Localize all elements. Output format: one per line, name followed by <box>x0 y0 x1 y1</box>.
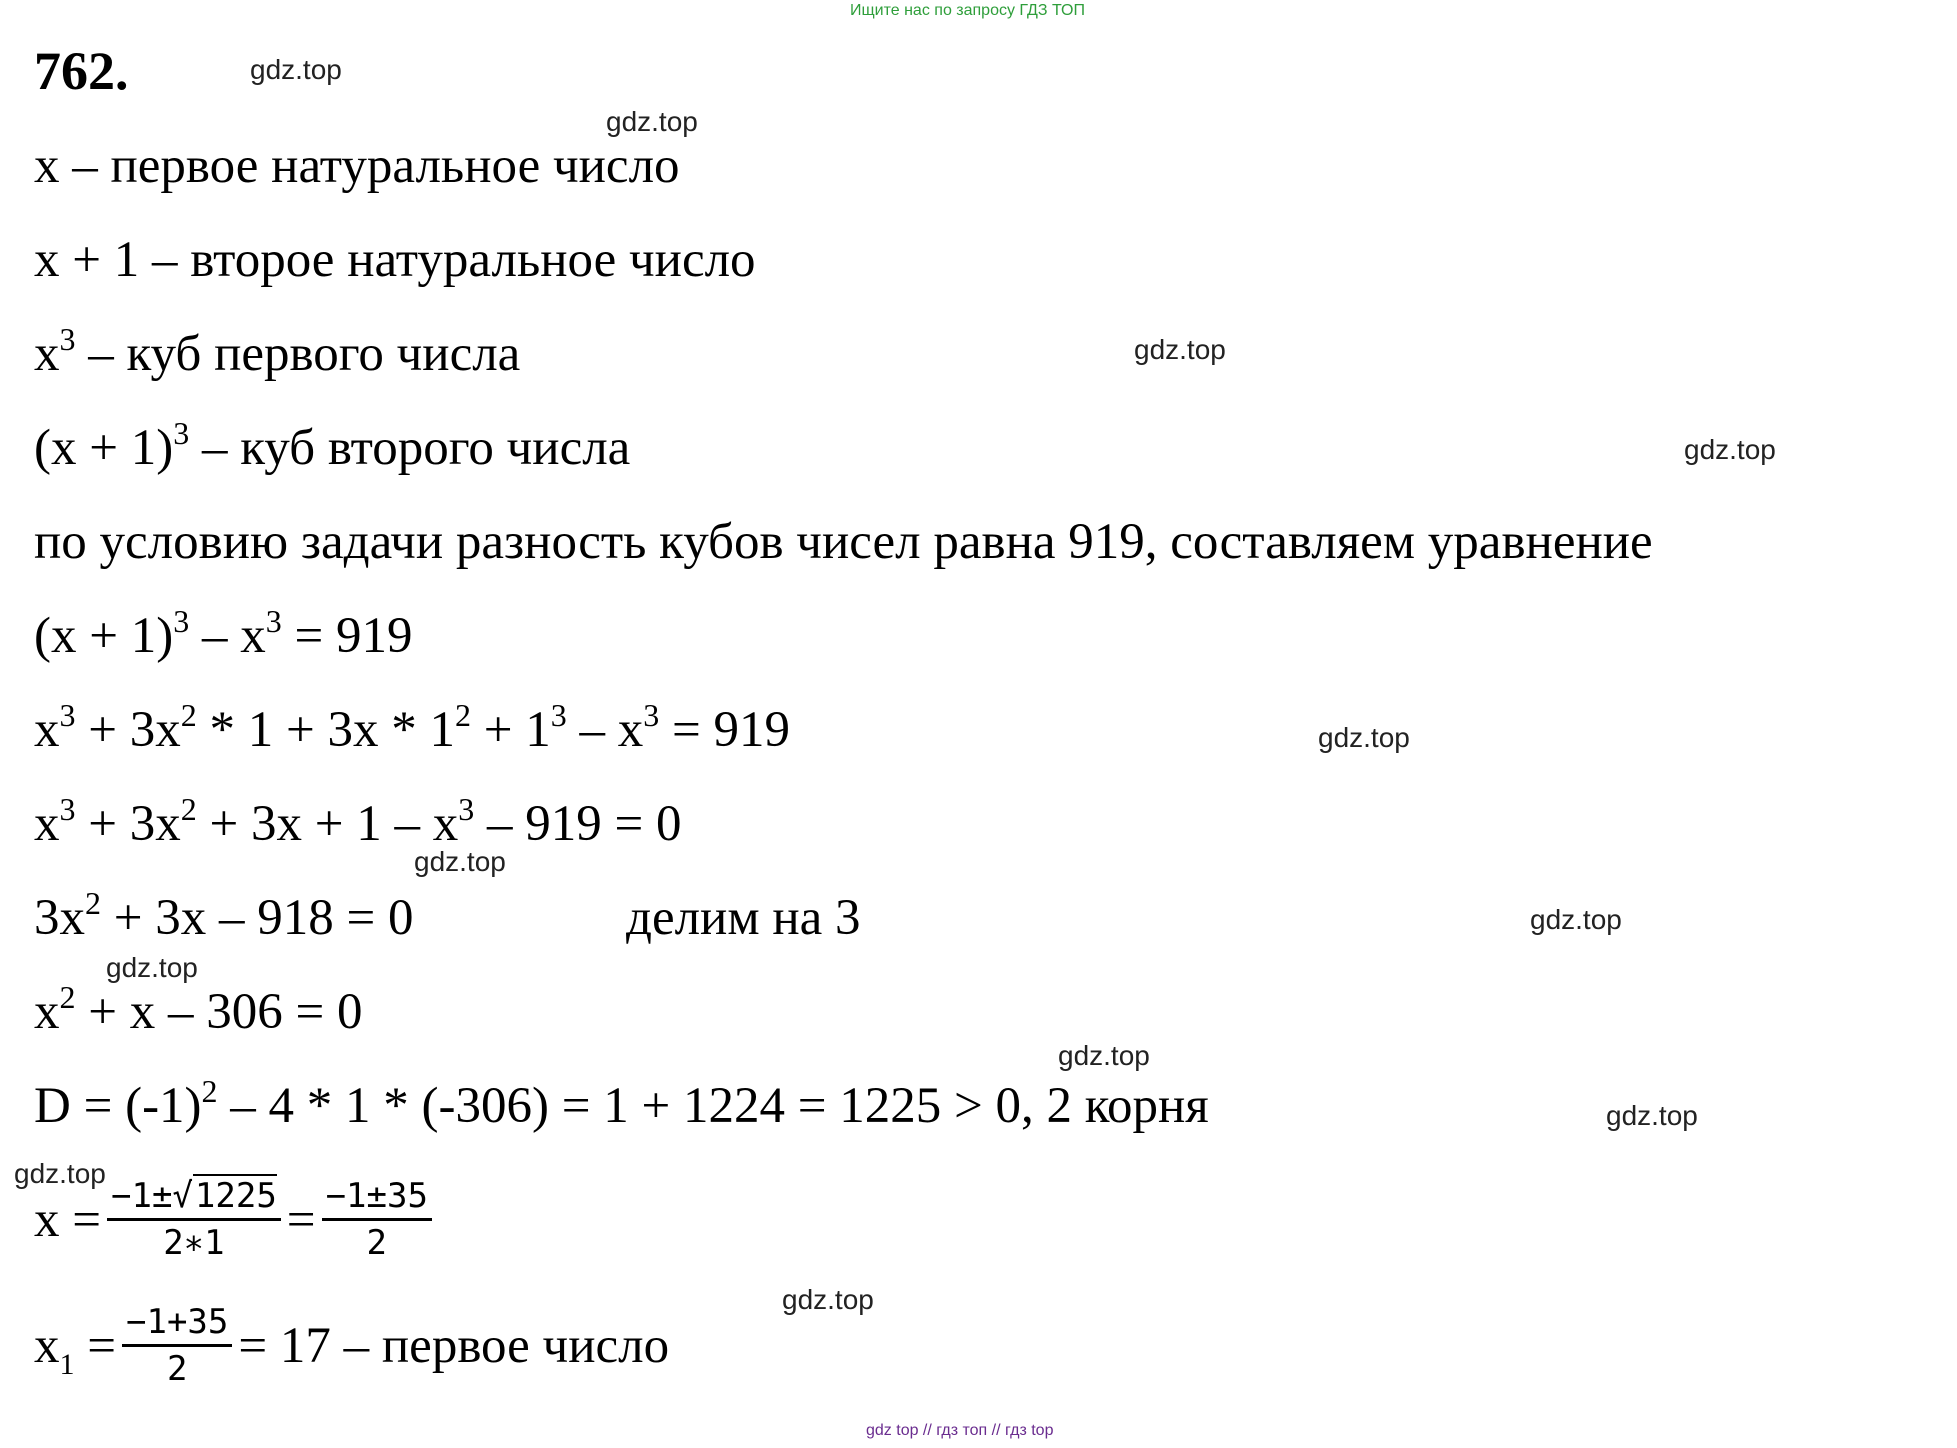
watermark: gdz.top <box>1684 434 1776 465</box>
eq-part: = 17 – первое число <box>238 1317 670 1374</box>
solution-line-5 <box>34 512 1653 572</box>
fraction-first-root <box>122 1300 232 1391</box>
line-text: x – первое натуральное число <box>34 138 680 194</box>
eq-part: – 4 * 1 * (-306) = 1 + 1224 = 1225 > 0, 2 корня <box>217 1078 1209 1134</box>
superscript: 3 <box>173 603 190 639</box>
superscript: 2 <box>201 1073 218 1109</box>
equation-line-8 <box>34 791 682 854</box>
equation-line-7 <box>34 697 791 760</box>
discriminant-line <box>34 1073 1209 1136</box>
eq-part: = <box>286 1191 316 1248</box>
eq-part: * 1 + 3x * 1 <box>196 702 456 758</box>
eq-part: = 919 <box>281 608 413 664</box>
fraction-denominator: 2 <box>166 1349 188 1389</box>
eq-part: x <box>34 984 60 1040</box>
superscript: 3 <box>265 603 282 639</box>
subscript: 1 <box>59 1347 75 1381</box>
sqrt-radicand: 1225 <box>194 1176 277 1216</box>
eq-part: – 919 = 0 <box>474 796 682 852</box>
eq-part: x <box>34 796 60 852</box>
eq-part: + 1 <box>471 702 551 758</box>
superscript: 2 <box>455 697 472 733</box>
superscript: 3 <box>59 697 76 733</box>
eq-part: + 3x + 1 – x <box>196 796 459 852</box>
superscript: 3 <box>458 791 475 827</box>
eq-part: – x <box>566 702 644 758</box>
superscript: 3 <box>59 321 76 357</box>
equation-line-9 <box>34 885 414 948</box>
numerator-text: −1±√ <box>111 1176 193 1216</box>
watermark: gdz.top <box>1134 334 1226 365</box>
eq-part: = 919 <box>659 702 791 758</box>
fraction-denominator: 2 <box>366 1223 387 1263</box>
watermark: gdz.top <box>606 106 698 137</box>
solution-line-3 <box>34 321 521 384</box>
fraction-numerator: −1±35 <box>322 1174 432 1221</box>
fraction-denominator: 2∗1 <box>163 1223 225 1263</box>
eq-part: x = <box>34 1191 102 1248</box>
solution-line-4 <box>34 415 631 478</box>
watermark: gdz.top <box>782 1284 874 1315</box>
fraction-numerator <box>107 1174 281 1221</box>
fraction-roots <box>107 1174 281 1265</box>
equation-line-10 <box>34 979 363 1042</box>
roots-formula-line <box>34 1174 438 1265</box>
eq-part: + 3x <box>75 702 181 758</box>
eq-part: – x <box>189 608 266 664</box>
footer-links[interactable]: gdz top // гдз топ // гдз top <box>866 1422 1054 1439</box>
equation-line-6 <box>34 603 413 666</box>
line-text: – куб второго числа <box>189 420 631 476</box>
fraction-numerator: −1+35 <box>122 1300 232 1347</box>
watermark: gdz.top <box>1606 1100 1698 1131</box>
line-text: – куб первого числа <box>75 326 521 382</box>
eq-part: $x_1$ = <box>34 1317 117 1381</box>
watermark: gdz.top <box>1318 722 1410 753</box>
top-banner[interactable]: Ищите нас по запросу ГДЗ ТОП <box>850 2 1085 19</box>
watermark: gdz.top <box>14 1158 106 1189</box>
superscript: 2 <box>85 885 101 921</box>
superscript: 3 <box>59 791 76 827</box>
line-text: по условию задачи разность кубов чисел равна 919, составляем уравнение <box>34 514 1653 570</box>
superscript: 2 <box>180 791 197 827</box>
watermark: gdz.top <box>106 952 198 983</box>
eq-part: + 3x – 918 = 0 <box>101 890 414 946</box>
eq-part: D = (-1) <box>34 1078 202 1134</box>
watermark: gdz.top <box>250 54 342 85</box>
eq-part: + x – 306 = 0 <box>75 984 363 1040</box>
fraction-simplified <box>322 1174 432 1265</box>
line-text: x + 1 – второе натуральное число <box>34 232 756 288</box>
superscript: 3 <box>643 697 660 733</box>
superscript: 3 <box>550 697 567 733</box>
superscript: 3 <box>173 415 190 451</box>
superscript: 2 <box>180 697 197 733</box>
solution-line-1 <box>34 136 680 196</box>
watermark: gdz.top <box>1530 904 1622 935</box>
superscript: 2 <box>59 979 76 1015</box>
watermark: gdz.top <box>414 846 506 877</box>
line-text: (x + 1) <box>34 420 174 476</box>
solution-line-2 <box>34 230 756 290</box>
divide-note: делим на 3 <box>626 890 861 946</box>
eq-part: 3x <box>34 890 85 946</box>
first-root-line <box>34 1300 669 1391</box>
eq-part: + 3x <box>75 796 181 852</box>
problem-number: 762. <box>34 41 129 101</box>
eq-part: x <box>34 702 60 758</box>
eq-part: (x + 1) <box>34 608 174 664</box>
watermark: gdz.top <box>1058 1040 1150 1071</box>
line-text: x <box>34 326 60 382</box>
